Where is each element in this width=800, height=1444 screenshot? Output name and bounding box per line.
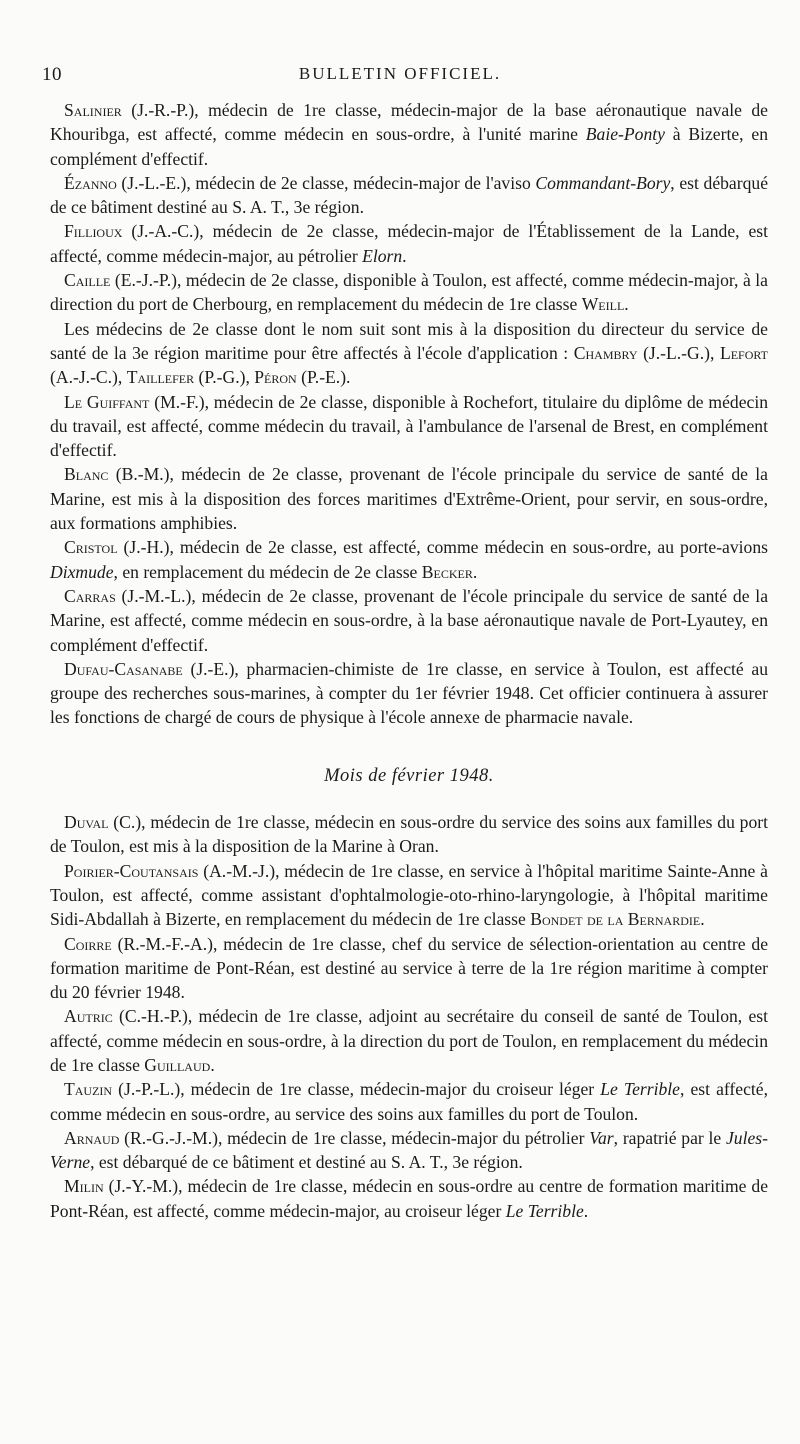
- entry-le-guiffant: Le Guiffant (M.-F.), médecin de 2e classe, disponible à Rochefort, titulaire du diplôme de médecin du travail, est affecté, comme médecin du travail, à l'ambulance de l'arsenal de Brest, en complément d'effectif.: [50, 391, 769, 461]
- entry-carras: Carras (J.-M.-L.), médecin de 2e classe, provenant de l'école principale du service de santé de la Marine, est affecté, comme médecin en sous-ordre, à la base aéronautique navale de Port-Lyautey, en complément d'effectif.: [50, 585, 768, 655]
- referenced-name: Lefort: [719, 342, 768, 363]
- referenced-name: Weill: [581, 294, 625, 315]
- officer-name: Duval: [64, 812, 109, 833]
- officer-name: Arnaud: [64, 1127, 120, 1148]
- entry-medecins-list: Les médecins de 2e classe dont le nom suit sont mis à la disposition du directeur du service de santé de la 3e région maritime pour être affectés à l'école d'application : Chambry (J.-L.-G.), Lefort (A.-J.-C.), Taillefer (P.-G.), Péron (P.-E.).: [50, 318, 768, 388]
- referenced-name: Bondet de la Bernardie: [530, 909, 701, 930]
- ship-name: Dixmude: [50, 561, 114, 582]
- referenced-name: Péron: [254, 367, 297, 388]
- entry-salinier: Salinier (J.-R.-P.), médecin de 1re classe, médecin-major de la base aéronautique navale de Khouribga, est affecté, comme médecin en sous-ordre, à l'unité marine Baie-Ponty à Bizerte, en complément d'effectif.: [50, 100, 768, 169]
- entry-ezanno: Ézanno (J.-L.-E.), médecin de 2e classe, médecin-major de l'aviso Commandant-Bory, est débarqué de ce bâtiment destiné au S. A. T., 3e région.: [50, 172, 768, 218]
- entry-poirier-coutansais: Poirier-Coutansais (A.-M.-J.), médecin de 1re classe, en service à l'hôpital maritime Sainte-Anne à Toulon, est affecté, comme assistant d'ophtalmologie-oto-rhino-laryngologie, à l'hôpital maritime Sidi-Abdallah à Bizerte, en remplacement du médecin de 1re classe Bondet de la Bernardie.: [50, 860, 768, 930]
- running-head: [0, 64, 800, 90]
- referenced-name: Guillaud: [144, 1054, 211, 1075]
- ship-name: Commandant-Bory: [535, 172, 671, 193]
- referenced-name: Becker: [421, 561, 473, 582]
- officer-name: Caille: [64, 270, 111, 291]
- ship-name: Var: [589, 1127, 614, 1148]
- referenced-name: Chambry: [573, 342, 638, 363]
- entry-blanc: Blanc (B.-M.), médecin de 2e classe, provenant de l'école principale du service de santé de la Marine, est mis à la disposition des forces maritimes d'Extrême-Orient, pour servir, en sous-ordre, aux formations amphibies.: [50, 464, 768, 534]
- officer-name: Dufau-Casanabe: [64, 658, 183, 679]
- entry-dufau-casanabe: Dufau-Casanabe (J.-E.), pharmacien-chimiste de 1re classe, en service à Toulon, est affecté au groupe des recherches sous-marines, à compter du 1er février 1948. Cet officier continuera à assurer les fonctions de chargé de cours de physique à l'école annexe de pharmacie navale.: [50, 658, 768, 728]
- officer-name: Ézanno: [64, 172, 117, 193]
- unit-name: Baie-Ponty: [585, 124, 665, 145]
- officer-name: Tauzin: [64, 1079, 113, 1100]
- entry-autric: Autric (C.-H.-P.), médecin de 1re classe, adjoint au secrétaire du conseil de santé de Toulon, est affecté, comme médecin en sous-ordre, à la direction du port de Toulon, en remplacement du médecin de 1re classe Guillaud.: [50, 1006, 768, 1075]
- entry-tauzin: Tauzin (J.-P.-L.), médecin de 1re classe, médecin-major du croiseur léger Le Terrible, est affecté, comme médecin en sous-ordre, au service des soins aux familles du port de Toulon.: [50, 1079, 768, 1124]
- referenced-name: Taillefer: [126, 367, 195, 388]
- page-number: 10: [42, 64, 62, 85]
- ship-name: Le Terrible: [600, 1079, 680, 1100]
- entry-coirre: Coirre (R.-M.-F.-A.), médecin de 1re classe, chef du service de sélection-orientation au centre de formation maritime de Pont-Réan, est destiné au service à terre de la 1re région maritime à compter du 20 février 1948.: [50, 933, 768, 1003]
- officer-name: Salinier: [64, 100, 122, 120]
- entry-duval: Duval (C.), médecin de 1re classe, médecin en sous-ordre du service des soins aux familles du port de Toulon, est mis à la disposition de la Marine à Oran.: [50, 812, 768, 857]
- bulletin-title: BULLETIN OFFICIEL.: [298, 64, 502, 83]
- entry-fillioux: Fillioux (J.-A.-C.), médecin de 2e classe, médecin-major de l'Établissement de la Lande, est affecté, comme médecin-major, au pétrolier Elorn.: [50, 221, 768, 266]
- officer-name: Poirier-Coutansais: [64, 860, 199, 881]
- entry-milin: Milin (J.-Y.-M.), médecin de 1re classe, médecin en sous-ordre au centre de formation maritime de Pont-Réan, est affecté, comme médecin-major, au croiseur léger Le Terrible.: [50, 1176, 768, 1221]
- officer-name: Milin: [64, 1176, 104, 1197]
- officer-name: Le Guiffant: [64, 391, 150, 412]
- body-text: [50, 98, 768, 1223]
- officer-name: Blanc: [64, 464, 109, 485]
- officer-name: Cristol: [64, 537, 118, 558]
- entry-caille: Caille (E.-J.-P.), médecin de 2e classe, disponible à Toulon, est affecté, comme médecin-major, à la direction du port de Cherbourg, en remplacement du médecin de 1re classe Weill.: [50, 270, 768, 315]
- ship-name: Elorn: [362, 245, 403, 266]
- officer-name: Carras: [64, 585, 116, 606]
- officer-name: Autric: [64, 1006, 113, 1027]
- officer-name: Fillioux: [64, 221, 123, 242]
- officer-name: Coirre: [64, 933, 112, 954]
- entry-cristol: Cristol (J.-H.), médecin de 2e classe, est affecté, comme médecin en sous-ordre, au porte-avions Dixmude, en remplacement du médecin de 2e classe Becker.: [50, 537, 768, 582]
- month-heading: Mois de février 1948.: [324, 765, 494, 786]
- entry-arnaud: Arnaud (R.-G.-J.-M.), médecin de 1re classe, médecin-major du pétrolier Var, rapatrié par le Jules-Verne, est débarqué de ce bâtiment et destiné au S. A. T., 3e région.: [50, 1127, 768, 1173]
- ship-name: Jules-Verne: [50, 1127, 768, 1173]
- ship-name: Le Terrible: [505, 1200, 584, 1221]
